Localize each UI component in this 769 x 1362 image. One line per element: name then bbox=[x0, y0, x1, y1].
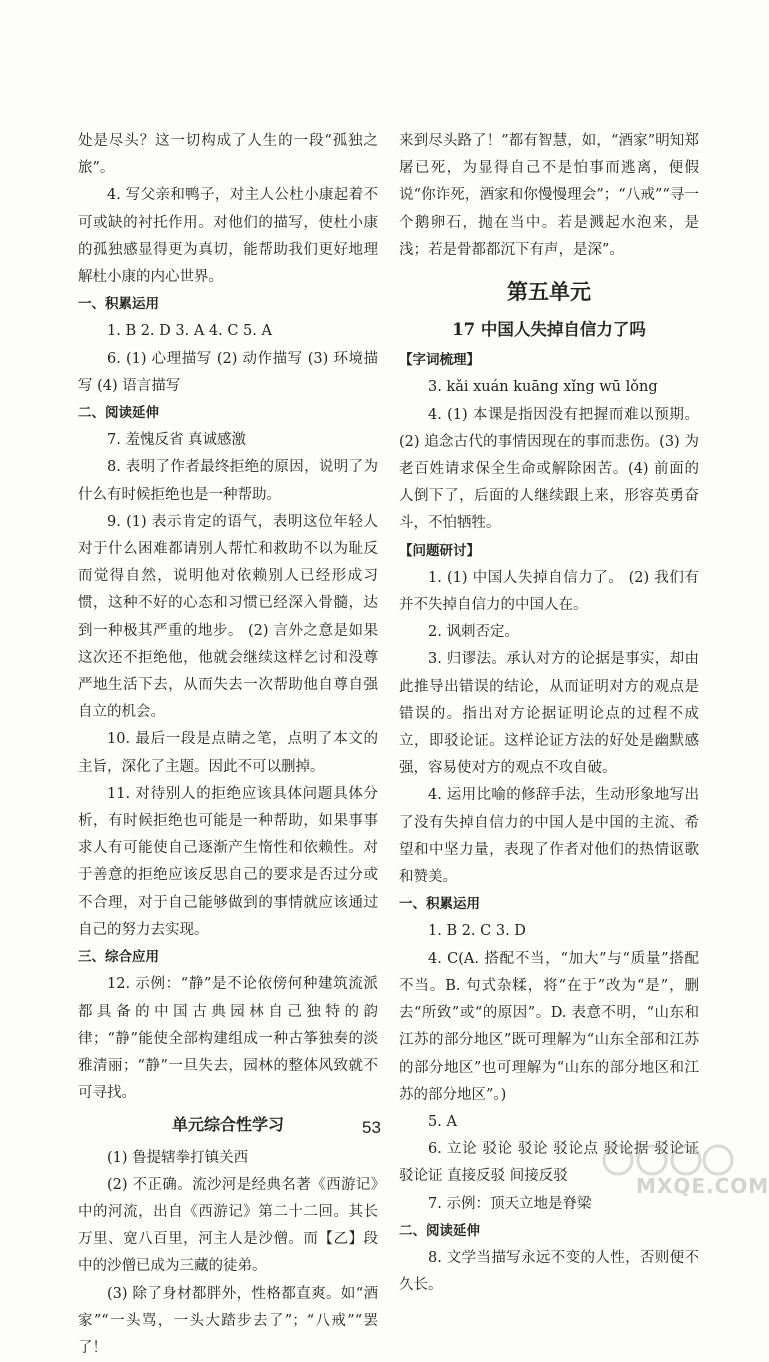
left-paragraph: 6. (1) 心理描写 (2) 动作描写 (3) 环境描写 (4) 语言描写 bbox=[78, 350, 378, 394]
left-paragraph: 一、积累运用 bbox=[78, 296, 159, 313]
left-paragraph: 4. 写父亲和鸭子，对主人公杜小康起着不可或缺的衬托作用。对他们的描写，使杜小康的孤独感显得更为真切，能帮助我们更好地理解杜小康的内心世界。 bbox=[78, 187, 378, 286]
unit-title: 第五单元 bbox=[507, 280, 591, 305]
right-bottom-paragraph: 二、阅读延伸 bbox=[399, 1222, 480, 1239]
left-paragraph: 8. 表明了作者最终拒绝的原因，说明了为什么有时候拒绝也是一种帮助。 bbox=[78, 459, 378, 503]
left-paragraph: 三、综合应用 bbox=[78, 949, 159, 966]
right-bottom-paragraph: 4. (1) 本课是指因没有把握而难以预期。(2) 追念古代的事情因现在的事而悲伤。(3) 为老百姓请求保全生命或解除困苦。(4) 前面的人倒下了，后面的人继续跟上来，形容英勇奋斗，不怕牺牲。 bbox=[399, 406, 699, 532]
right-bottom-paragraph: 4. 运用比喻的修辞手法，生动形象地写出了没有失掉自信力的中国人是中国的主流、希望和中坚力量，表现了作者对他们的热情讴歌和赞美。 bbox=[399, 787, 699, 886]
left-paragraph: (1) 鲁提辖拳打镇关西 bbox=[107, 1149, 249, 1166]
right-bottom-paragraph: 一、积累运用 bbox=[399, 896, 480, 913]
right-bottom-paragraph: 1. (1) 中国人失掉自信力了。 (2) 我们有并不失掉自信力的中国人在。 bbox=[399, 569, 699, 614]
left-paragraph: 10. 最后一段是点睛之笔，点明了本文的主旨，深化了主题。因此不可以删掉。 bbox=[78, 731, 378, 775]
right-bottom-paragraph: 【字词梳理】 bbox=[399, 352, 480, 369]
left-paragraph: 11. 对待别人的拒绝应该具体问题具体分析，有时候拒绝也可能是一种帮助，如果事事求人有可能使自己逐渐产生惰性和依赖性。对于善意的拒绝应该反思自己的要求是否过分或不合理，对于自己能够做到的事情就应该通过自己的努力去实现。 bbox=[78, 785, 378, 938]
right-bottom-paragraph: 7. 示例：顶天立地是脊梁 bbox=[428, 1195, 592, 1212]
right-bottom-paragraph: 3. kǎi xuán kuāng xǐng wū lǒng bbox=[428, 379, 658, 396]
right-bottom-paragraph: 6. 立论 驳论 驳论 驳论点 驳论据 驳论证 驳论证 直接反驳 间接反驳 bbox=[399, 1141, 699, 1185]
watermark-logo bbox=[600, 1138, 769, 1198]
right-top-paragraph: 来到尽头路了！”都有智慧，如，“酒家”明知郑屠已死，为显得自己不是怕事而逃离，便假说“你诈死，酒家和你慢慢理会”；“八戒”“寻一个鹅卵石，抛在当中。若是溅起水泡来，是浅；若是骨都都沉下有声，是深”。 bbox=[399, 133, 699, 258]
right-bottom-paragraph: 3. 归谬法。承认对方的论据是事实，却由此推导出错误的结论，从而证明对方的观点是错误的。指出对方论据证明论点的过程不成立，即驳论证。这样论证方法的好处是幽默感强，容易使对方的观点不攻自破。 bbox=[399, 651, 699, 777]
right-bottom-paragraph: 1. B 2. C 3. D bbox=[428, 923, 526, 940]
left-paragraph: 1. B 2. D 3. A 4. C 5. A bbox=[107, 323, 272, 340]
page-number: 53 bbox=[362, 1118, 381, 1137]
left-paragraph: 9. (1) 表示肯定的语气，表明这位年轻人对于什么困难都请别人帮忙和救助不以为耻反而觉得自然，说明他对依赖别人已经形成习惯，这种不好的心态和习惯已经深入骨髓，达到一种极其严重的地步。 (2) 言外之意是如果这次还不拒绝他，他就会继续这样乞讨和没尊严地生活下去，从而失去一次帮助他自尊自强自立的机会。 bbox=[78, 513, 378, 721]
right-bottom-paragraph: 2. 讽刺否定。 bbox=[428, 624, 519, 641]
left-paragraph: 单元综合性学习 bbox=[171, 1115, 284, 1135]
left-paragraph: 12. 示例：“静”是不论依傍何种建筑流派都具备的中国古典园林自己独特的韵律；“静”能使全部构建组成一种古筝独奏的淡雅清丽；“静”一旦失去，园林的整体风致就不可寻找。 bbox=[78, 976, 378, 1102]
lesson-title: 17 中国人失掉自信力了吗 bbox=[452, 320, 646, 340]
right-bottom-paragraph: 5. A bbox=[428, 1113, 457, 1130]
watermark-text: MXQE.COM bbox=[636, 1174, 769, 1198]
left-paragraph: 7. 羞愧反省 真诚感激 bbox=[107, 432, 247, 449]
left-paragraph: (3) 除了身材都胖外，性格都直爽。如“酒家”“一头骂，一头大踏步去了”；“八戒”“罢了！ bbox=[78, 1285, 378, 1356]
left-paragraph: 二、阅读延伸 bbox=[78, 405, 159, 422]
left-column bbox=[78, 128, 378, 1362]
right-bottom-paragraph: 8. 文学当描写永远不变的人性，否则便不久长。 bbox=[399, 1249, 699, 1294]
right-bottom-paragraph: 4. C(A. 搭配不当，“加大”与“质量”搭配不当。B. 句式杂糅，将“在于”改为“是”，删去“所致”或“的原因”。D. 表意不明，“山东和江苏的部分地区”既可理解为“山东全部和江苏的部分地区”也可理解为“山东的部分地区和江苏的部分地区”。) bbox=[399, 950, 699, 1103]
right-top-text bbox=[399, 128, 699, 264]
right-bottom-paragraph: 【问题研讨】 bbox=[399, 542, 480, 559]
left-paragraph: 处是尽头？这一切构成了人生的一段“孤独之旅”。 bbox=[78, 133, 378, 177]
left-paragraph: (2) 不正确。流沙河是经典名著《西游记》中的河流，出自《西游记》第二十二回。其长万里、宽八百里，河主人是沙僧。而【乙】段中的沙僧已成为三藏的徒弟。 bbox=[78, 1176, 378, 1275]
